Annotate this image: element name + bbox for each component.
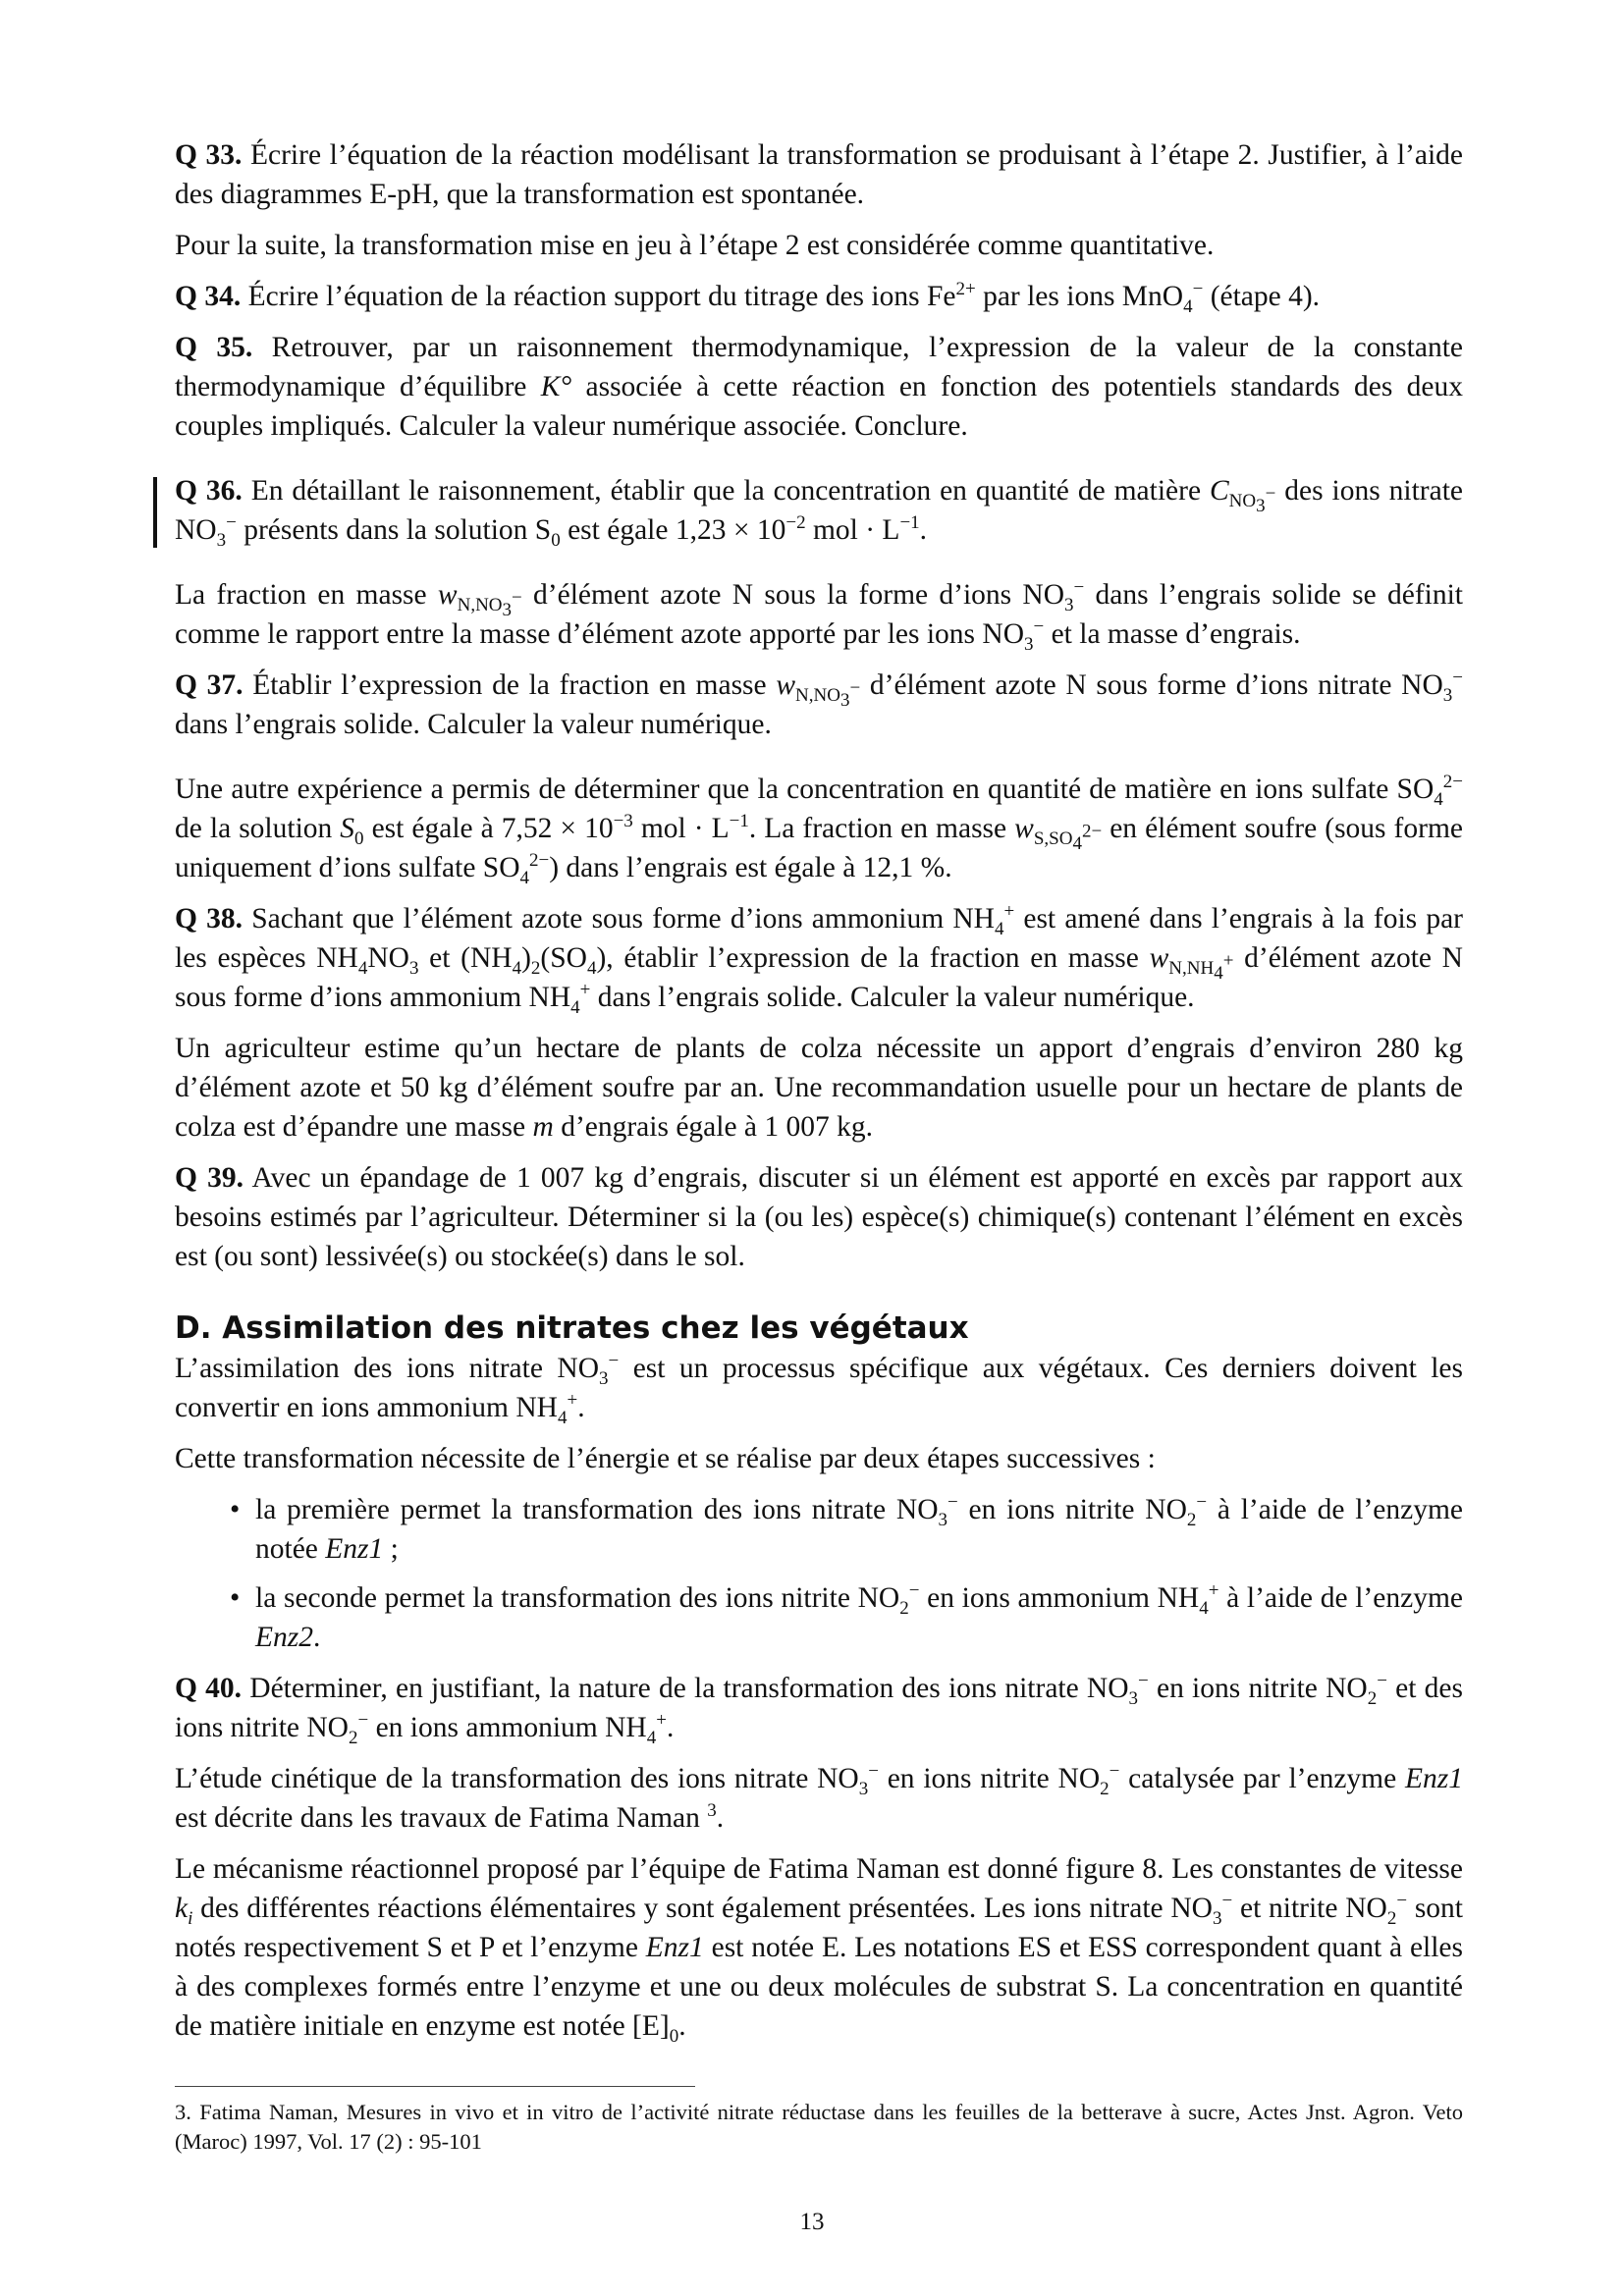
mechanism-paragraph: Le mécanisme réactionnel proposé par l’équipe de Fatima Naman est donné figure 8. Les constantes de vitesse $k_i$ des différentes réactions élémentaires y sont également présentées. Les ions nitrate $NO_3^-$ et nitrite $NO_2^-$ sont notés respectivement S et P et l’enzyme Enz1 est notée E. Les notations ES et ESS correspondent quant à elles à des complexes formés entre l’enzyme et une ou deux molécules de substrat S. La concentration en quantité de matière initiale en enzyme est notée $[E]_0$. <box>175 1853 1463 2047</box>
question-40: Q 40. Déterminer, en justifiant, la nature de la transformation des ions nitrate $NO_3^-$ en ions nitrite $NO_2^-$ et des ions nitrite $NO_2^-$ en ions ammonium $NH_4^+$. <box>175 1671 1463 1748</box>
question-37: Q 37. Établir l’expression de la fraction en masse $w_{N,NO_3^-}$ d’élément azote N sous forme d’ions nitrate $NO_3^-$ dans l’engrais solide. Calculer la valeur numérique. <box>175 667 1464 740</box>
question-38: Q 38. Sachant que l’élément azote sous forme d’ions ammonium $NH_4^+$ est amené dans l’engrais à la fois par les espèces $NH_4NO_3$ et $(NH_4)_2(SO_4)$, établir l’expression de la fraction en masse $w_{N,NH_4^+}$ d’élément azote N sous forme d’ions ammonium $NH_4^+$ dans l’engrais solide. Calculer la valeur numérique. <box>175 901 1464 1018</box>
question-35: Q 35. Retrouver, par un raisonnement thermodynamique, l’expression de la valeur de la constante thermodynamique d’équilibre K° associée à cette réaction en fonction des potentiels standards des deux couples impliqués. Calculer la valeur numérique associée. Conclure. <box>175 332 1463 442</box>
step2-note: Pour la suite, la transformation mise en jeu à l’étape 2 est considérée comme quantitative. <box>175 230 1215 261</box>
list-item: • la seconde permet la transformation des ions nitrite $NO_2^-$ en ions ammonium $NH_4^+$ à l’aide de l’enzyme Enz2. <box>255 1578 1463 1657</box>
question-33: Q 33. Écrire l’équation de la réaction modélisant la transformation se produisant à l’étape 2. Justifier, à l’aide des diagrammes E-pH, que la transformation est spontanée. <box>175 139 1464 210</box>
question-39: Q 39. Avec un épandage de 1 007 kg d’engrais, discuter si un élément est apporté en excès par rapport aux besoins estimés par l’agriculteur. Déterminer si la (ou les) espèce(s) chimique(s) contenant l’élément en excès est (ou sont) lessivée(s) ou stockée(s) dans le sol. <box>175 1162 1463 1272</box>
kinetic-paragraph: L’étude cinétique de la transformation des ions nitrate $NO_3^-$ en ions nitrite $NO_2^-$ catalysée par l’enzyme Enz1 est décrite dans les travaux de Fatima Naman $^3$. <box>175 1761 1463 1834</box>
steps-list <box>175 1490 1463 1657</box>
footnote: 3. Fatima Naman, Mesures in vivo et in vitro de l’activité nitrate réductase dans les feuilles de la betterave à sucre, Actes Jnst. Agron. Veto (Maroc) 1997, Vol. 17 (2) : 95-101 <box>175 2100 1463 2154</box>
footnote-ref[interactable]: 3 <box>707 1800 717 1822</box>
section-d-steps-intro: Cette transformation nécessite de l’énergie et se réalise par deux étapes successives : <box>175 1443 1156 1474</box>
farmer-paragraph: Un agriculteur estime qu’un hectare de plants de colza nécessite un apport d’engrais d’environ 280 kg d’élément azote et 50 kg d’élément soufre par an. Une recommandation usuelle pour un hectare de plants de colza est d’épandre une masse m d’engrais égale à 1 007 kg. <box>175 1033 1463 1143</box>
section-d-intro: L’assimilation des ions nitrate $NO_3^-$ est un processus spécifique aux végétaux. Ces derniers doivent les convertir en ions ammonium $NH_4^+$. <box>175 1351 1463 1428</box>
mass-fraction-definition: La fraction en masse $w_{N,NO_3^-}$ d’élément azote N sous la forme d’ions $NO_3^-$ dans l’engrais solide se définit comme le rapport entre la masse d’élément azote apporté par les ions $NO_3^-$ et la masse d’engrais. <box>175 577 1464 655</box>
list-item: • la première permet la transformation des ions nitrate $NO_3^-$ en ions nitrite $NO_2^-$ à l’aide de l’enzyme notée Enz1 ; <box>255 1490 1463 1569</box>
question-34: Q 34. Écrire l’équation de la réaction support du titrage des ions $Fe^{2+}$ par les ions MnO$_4$− (étape 4). <box>175 279 1321 317</box>
section-d-title: D. Assimilation des nitrates chez les végétaux <box>175 1310 969 1346</box>
sulfate-paragraph: Une autre expérience a permis de déterminer que la concentration en quantité de matière en ions sulfate $SO_4^{2-}$ de la solution $S_0$ est égale à $7,52 \times 10^{-3}$ mol · $L^{-1}$. La fraction en masse $w_{S,SO_4^{2-}}$ en élément soufre (sous forme uniquement d’ions sulfate $SO_4^{2-}$) dans l’engrais est égale à 12,1 %. <box>175 772 1463 888</box>
page-body <box>175 135 1463 2057</box>
question-36: Q 36. En détaillant le raisonnement, établir que la concentration en quantité de matière $C_{NO_3^-}$ des ions nitrate $NO_3^-$ présents dans la solution $S_0$ est égale $1,23 \times 10^{-2}$ mol · $L^{-1}$. <box>175 471 1463 550</box>
page-number: 13 <box>799 2209 825 2235</box>
footnote-divider <box>175 2086 695 2087</box>
